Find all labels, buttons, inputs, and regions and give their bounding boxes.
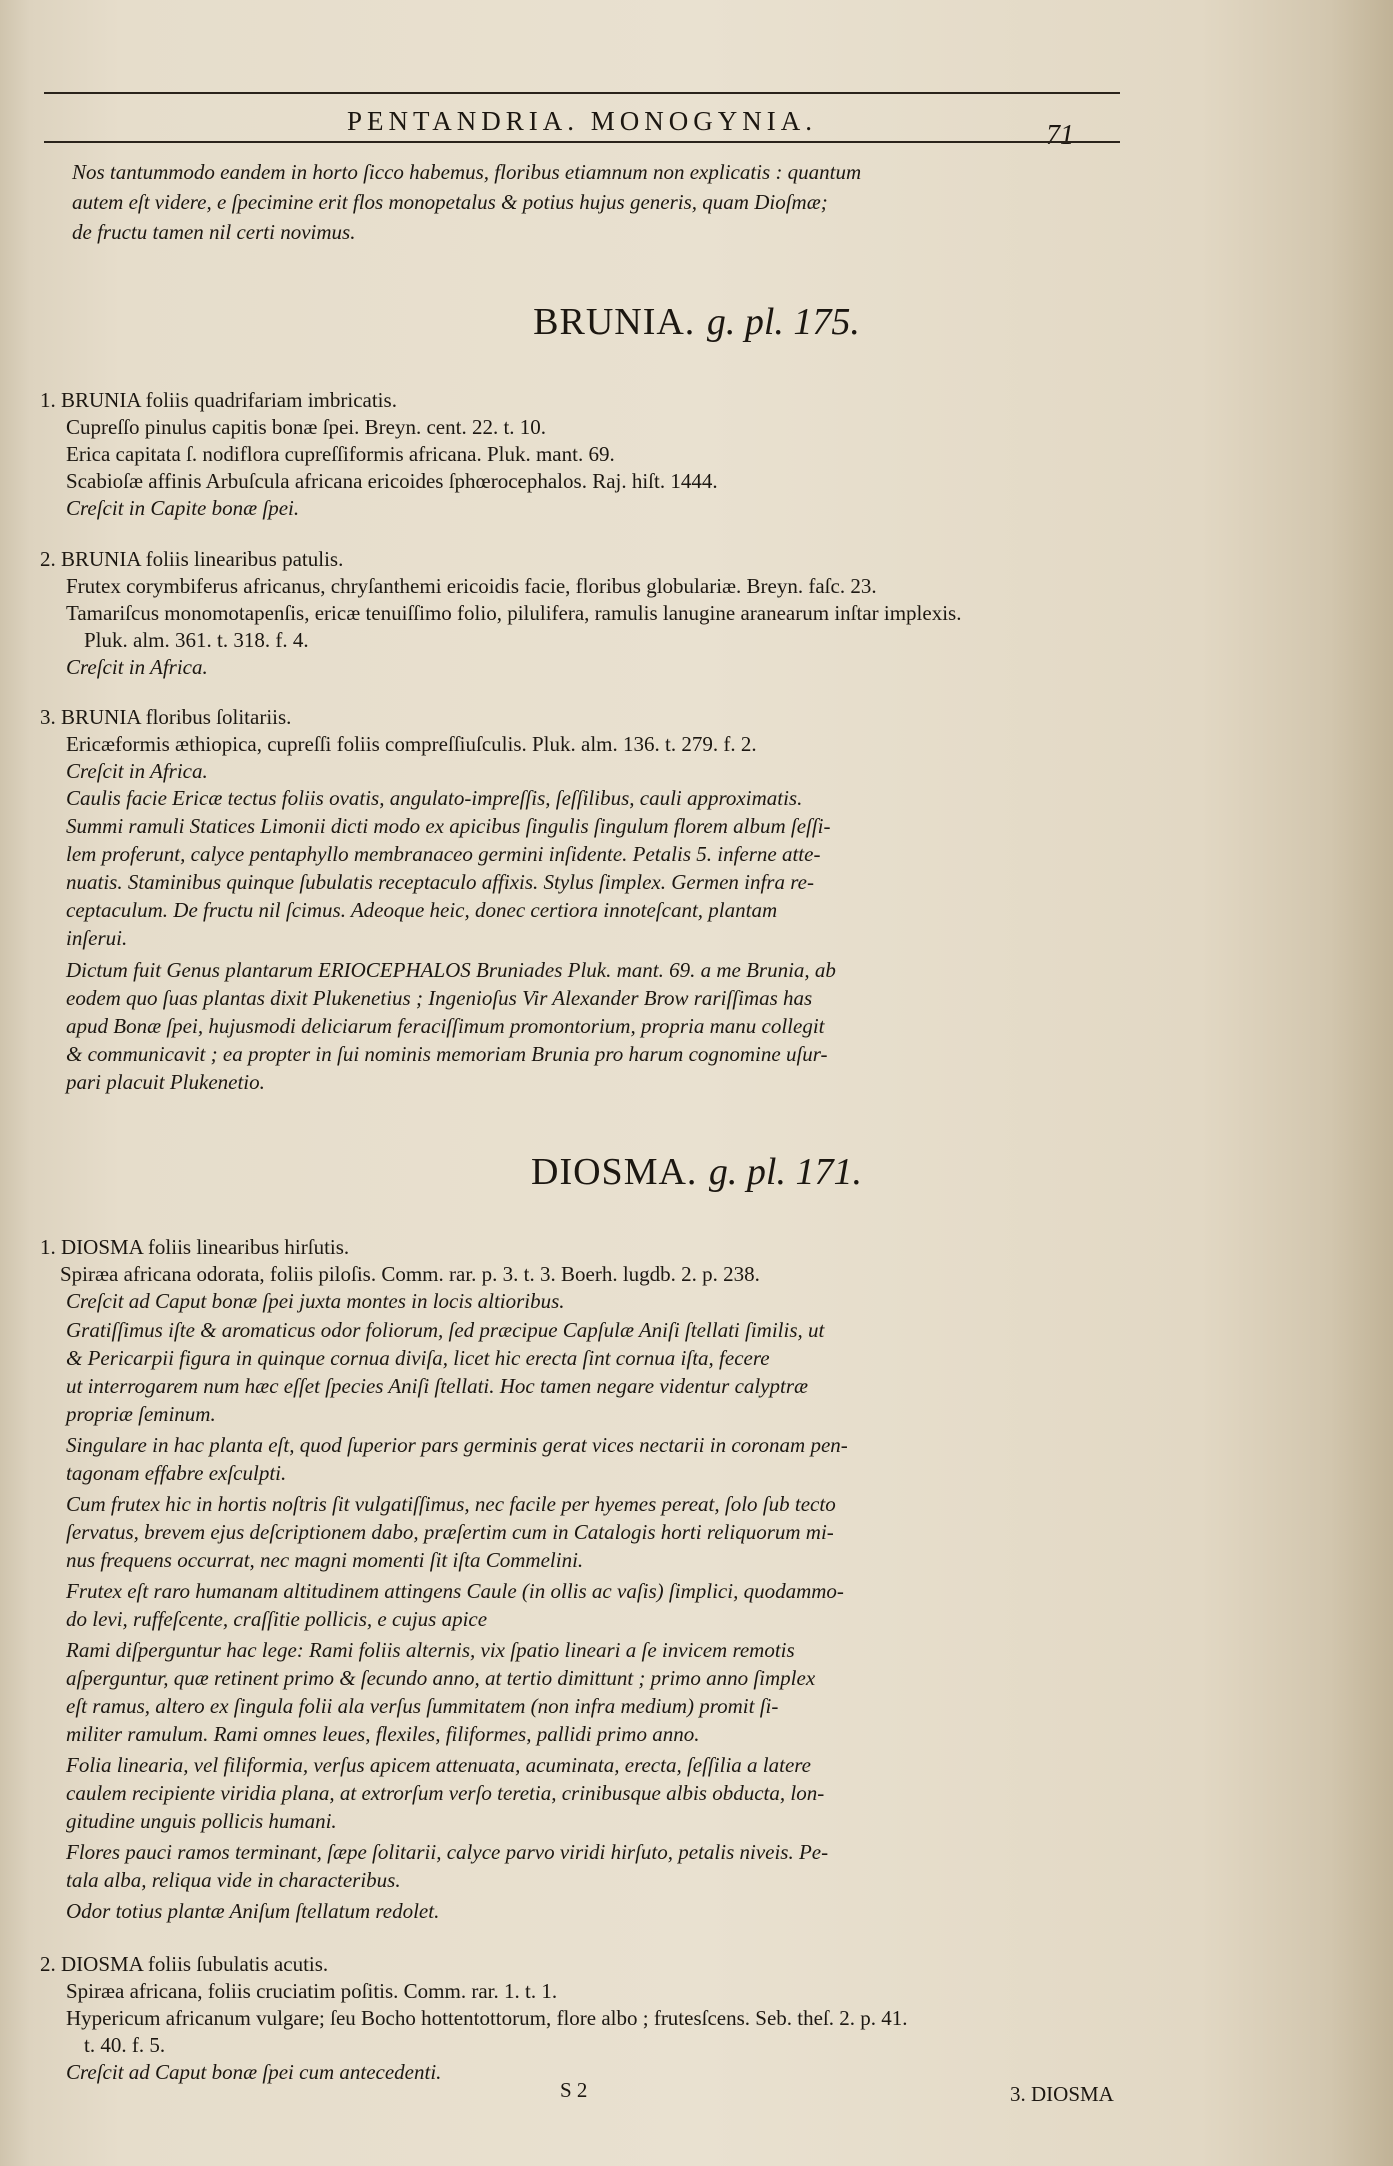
brunia-line: nuatis. Staminibus quinque ſubulatis receptaculo affixis. Stylus ſimplex. Germen infra re- — [66, 870, 814, 894]
diosma-line: Odor totius plantæ Aniſum ſtellatum redolet. — [66, 1899, 440, 1923]
diosma-line: ſervatus, brevem ejus deſcriptionem dabo, præſertim cum in Catalogis horti reliquorum mi- — [66, 1520, 834, 1544]
brunia-line: Frutex corymbiferus africanus, chryſanthemi ericoidis facie, floribus globulariæ. Breyn. faſc. 23. — [66, 574, 877, 598]
genus-heading-brunia — [0, 300, 1393, 344]
page-number: 71 — [1046, 120, 1074, 151]
diosma-line: Spiræa africana, foliis cruciatim poſitis. Comm. rar. 1. t. 1. — [66, 1979, 558, 2003]
diosma-line: Singulare in hac planta eſt, quod ſuperior pars germinis gerat vices nectarii in coronam pen- — [66, 1433, 848, 1457]
brunia-line: & communicavit ; ea propter in ſui nominis memoriam Brunia pro harum cognomine uſur- — [66, 1042, 828, 1066]
intro-line: Nos tantummodo eandem in horto ſicco habemus, floribus etiamnum non explicatis : quantum — [72, 160, 862, 184]
brunia-line: Creſcit in Africa. — [66, 655, 208, 679]
diosma-line: ut interrogarem num hæc eſſet ſpecies Aniſi ſtellati. Hoc tamen negare videntur calyptræ — [66, 1374, 809, 1398]
diosma-line: eſt ramus, altero ex ſingula folii ala verſus ſummitatem (non infra medium) promit ſi- — [66, 1694, 779, 1718]
diosma-line: Folia linearia, vel filiformia, verſus apicem attenuata, acuminata, erecta, ſeſſilia a latere — [66, 1753, 811, 1777]
brunia-line: eodem quo ſuas plantas dixit Plukenetius ; Ingenioſus Vir Alexander Brow rariſſimas has — [66, 986, 813, 1010]
brunia-line: Tamariſcus monomotapenſis, ericæ tenuiſſimo folio, pilulifera, ramulis lanugine aranearum inſtar implexis. — [66, 601, 962, 625]
running-head: PENTANDRIA. MONOGYNIA. — [346, 106, 818, 136]
diosma-line: aſperguntur, quæ retinent primo & ſecundo anno, at tertio dimittunt ; primo anno ſimplex — [66, 1666, 816, 1690]
brunia-line: inſerui. — [66, 926, 128, 950]
diosma-line: Creſcit ad Caput bonæ ſpei juxta montes in locis altioribus. — [66, 1289, 565, 1313]
catchword: 3. DIOSMA — [1010, 2082, 1114, 2106]
header-rule — [44, 141, 1120, 143]
diosma-line: militer ramulum. Rami omnes leues, flexiles, filiformes, pallidi primo anno. — [66, 1722, 700, 1746]
signature-mark: S 2 — [560, 2078, 588, 2102]
diosma-line: Hypericum africanum vulgare; ſeu Bocho hottentottorum, flore albo ; frutesſcens. Seb. theſ. 2. p. 41. — [66, 2006, 908, 2030]
brunia-line: apud Bonæ ſpei, hujusmodi deliciarum feraciſſimum promontorium, propria manu collegit — [66, 1014, 825, 1038]
genus-reference: g. pl. 175. — [706, 301, 860, 343]
diosma-line: Gratiſſimus iſte & aromaticus odor foliorum, ſed præcipue Capſulæ Aniſi ſtellati ſimilis, ut — [66, 1318, 825, 1342]
brunia-line: Summi ramuli Statices Limonii dicti modo ex apicibus ſingulis ſingulum florem album ſeſſi- — [66, 814, 831, 838]
diosma-line: Spiræa africana odorata, foliis piloſis. Comm. rar. p. 3. t. 3. Boerh. lugdb. 2. p. 238. — [60, 1262, 760, 1286]
diosma-line: tala alba, reliqua vide in characteribus. — [66, 1868, 401, 1892]
diosma-line: Frutex eſt raro humanam altitudinem attingens Caule (in ollis ac vaſis) ſimplici, quodammo- — [66, 1579, 844, 1603]
genus-name: DIOSMA. — [531, 1151, 698, 1193]
brunia-line: 2. BRUNIA foliis linearibus patulis. — [40, 547, 344, 571]
diosma-line: do levi, ruffeſcente, craſſitie pollicis, e cujus apice — [66, 1607, 488, 1631]
diosma-line: caulem recipiente viridia plana, at extrorſum verſo teretia, crinibusque albis obducta, lon- — [66, 1781, 825, 1805]
brunia-line: Scabioſæ affinis Arbuſcula africana ericoides ſphœrocephalos. Raj. hiſt. 1444. — [66, 469, 718, 493]
diosma-line: Cum frutex hic in hortis noſtris ſit vulgatiſſimus, nec facile per hyemes pereat, ſolo ſub tecto — [66, 1492, 836, 1516]
brunia-line: Ericæformis æthiopica, cupreſſi foliis compreſſiuſculis. Pluk. alm. 136. t. 279. f. 2. — [66, 732, 757, 756]
diosma-line: 1. DIOSMA foliis linearibus hirſutis. — [40, 1235, 350, 1259]
diosma-line: Creſcit ad Caput bonæ ſpei cum antecedenti. — [66, 2060, 442, 2084]
top-rule — [44, 92, 1120, 94]
brunia-line: Caulis facie Ericæ tectus foliis ovatis, angulato-impreſſis, ſeſſilibus, cauli approximatis. — [66, 786, 803, 810]
genus-name: BRUNIA. — [533, 301, 696, 343]
diosma-line: t. 40. f. 5. — [84, 2033, 166, 2057]
diosma-line: tagonam effabre exſculpti. — [66, 1461, 287, 1485]
brunia-line: ceptaculum. De fructu nil ſcimus. Adeoque heic, donec certiora innoteſcant, plantam — [66, 898, 778, 922]
brunia-line: lem proferunt, calyce pentaphyllo membranaceo germini inſidente. Petalis 5. inferne atte- — [66, 842, 821, 866]
diosma-line: gitudine unguis pollicis humani. — [66, 1809, 337, 1833]
diosma-line: 2. DIOSMA foliis ſubulatis acutis. — [40, 1952, 329, 1976]
diosma-line: & Pericarpii figura in quinque cornua diviſa, licet hic erecta ſint cornua iſta, fecere — [66, 1346, 770, 1370]
diosma-line: Flores pauci ramos terminant, ſæpe ſolitarii, calyce parvo viridi hirſuto, petalis niveis. Pe- — [66, 1840, 829, 1864]
brunia-line: Dictum fuit Genus plantarum ERIOCEPHALOS Bruniades Pluk. mant. 69. a me Brunia, ab — [66, 958, 836, 982]
genus-reference: g. pl. 171. — [708, 1151, 862, 1193]
intro-line: autem eſt videre, e ſpecimine erit flos monopetalus & potius hujus generis, quam Dioſmæ; — [72, 190, 828, 214]
genus-heading-diosma — [0, 1150, 1393, 1194]
brunia-line: Cupreſſo pinulus capitis bonæ ſpei. Breyn. cent. 22. t. 10. — [66, 415, 547, 439]
brunia-line: pari placuit Plukenetio. — [66, 1070, 265, 1094]
diosma-line: Rami diſperguntur hac lege: Rami foliis alternis, vix ſpatio lineari a ſe invicem remotis — [66, 1638, 795, 1662]
brunia-line: 3. BRUNIA floribus ſolitariis. — [40, 705, 292, 729]
brunia-line: Erica capitata ſ. nodiflora cupreſſiformis africana. Pluk. mant. 69. — [66, 442, 615, 466]
brunia-line: 1. BRUNIA foliis quadrifariam imbricatis. — [40, 388, 397, 412]
brunia-line: Creſcit in Capite bonæ ſpei. — [66, 496, 300, 520]
intro-line: de fructu tamen nil certi novimus. — [72, 220, 356, 244]
brunia-line: Pluk. alm. 361. t. 318. f. 4. — [84, 628, 309, 652]
diosma-line: nus frequens occurrat, nec magni momenti ſit iſta Commelini. — [66, 1548, 584, 1572]
brunia-line: Creſcit in Africa. — [66, 759, 208, 783]
diosma-line: propriæ ſeminum. — [66, 1402, 216, 1426]
